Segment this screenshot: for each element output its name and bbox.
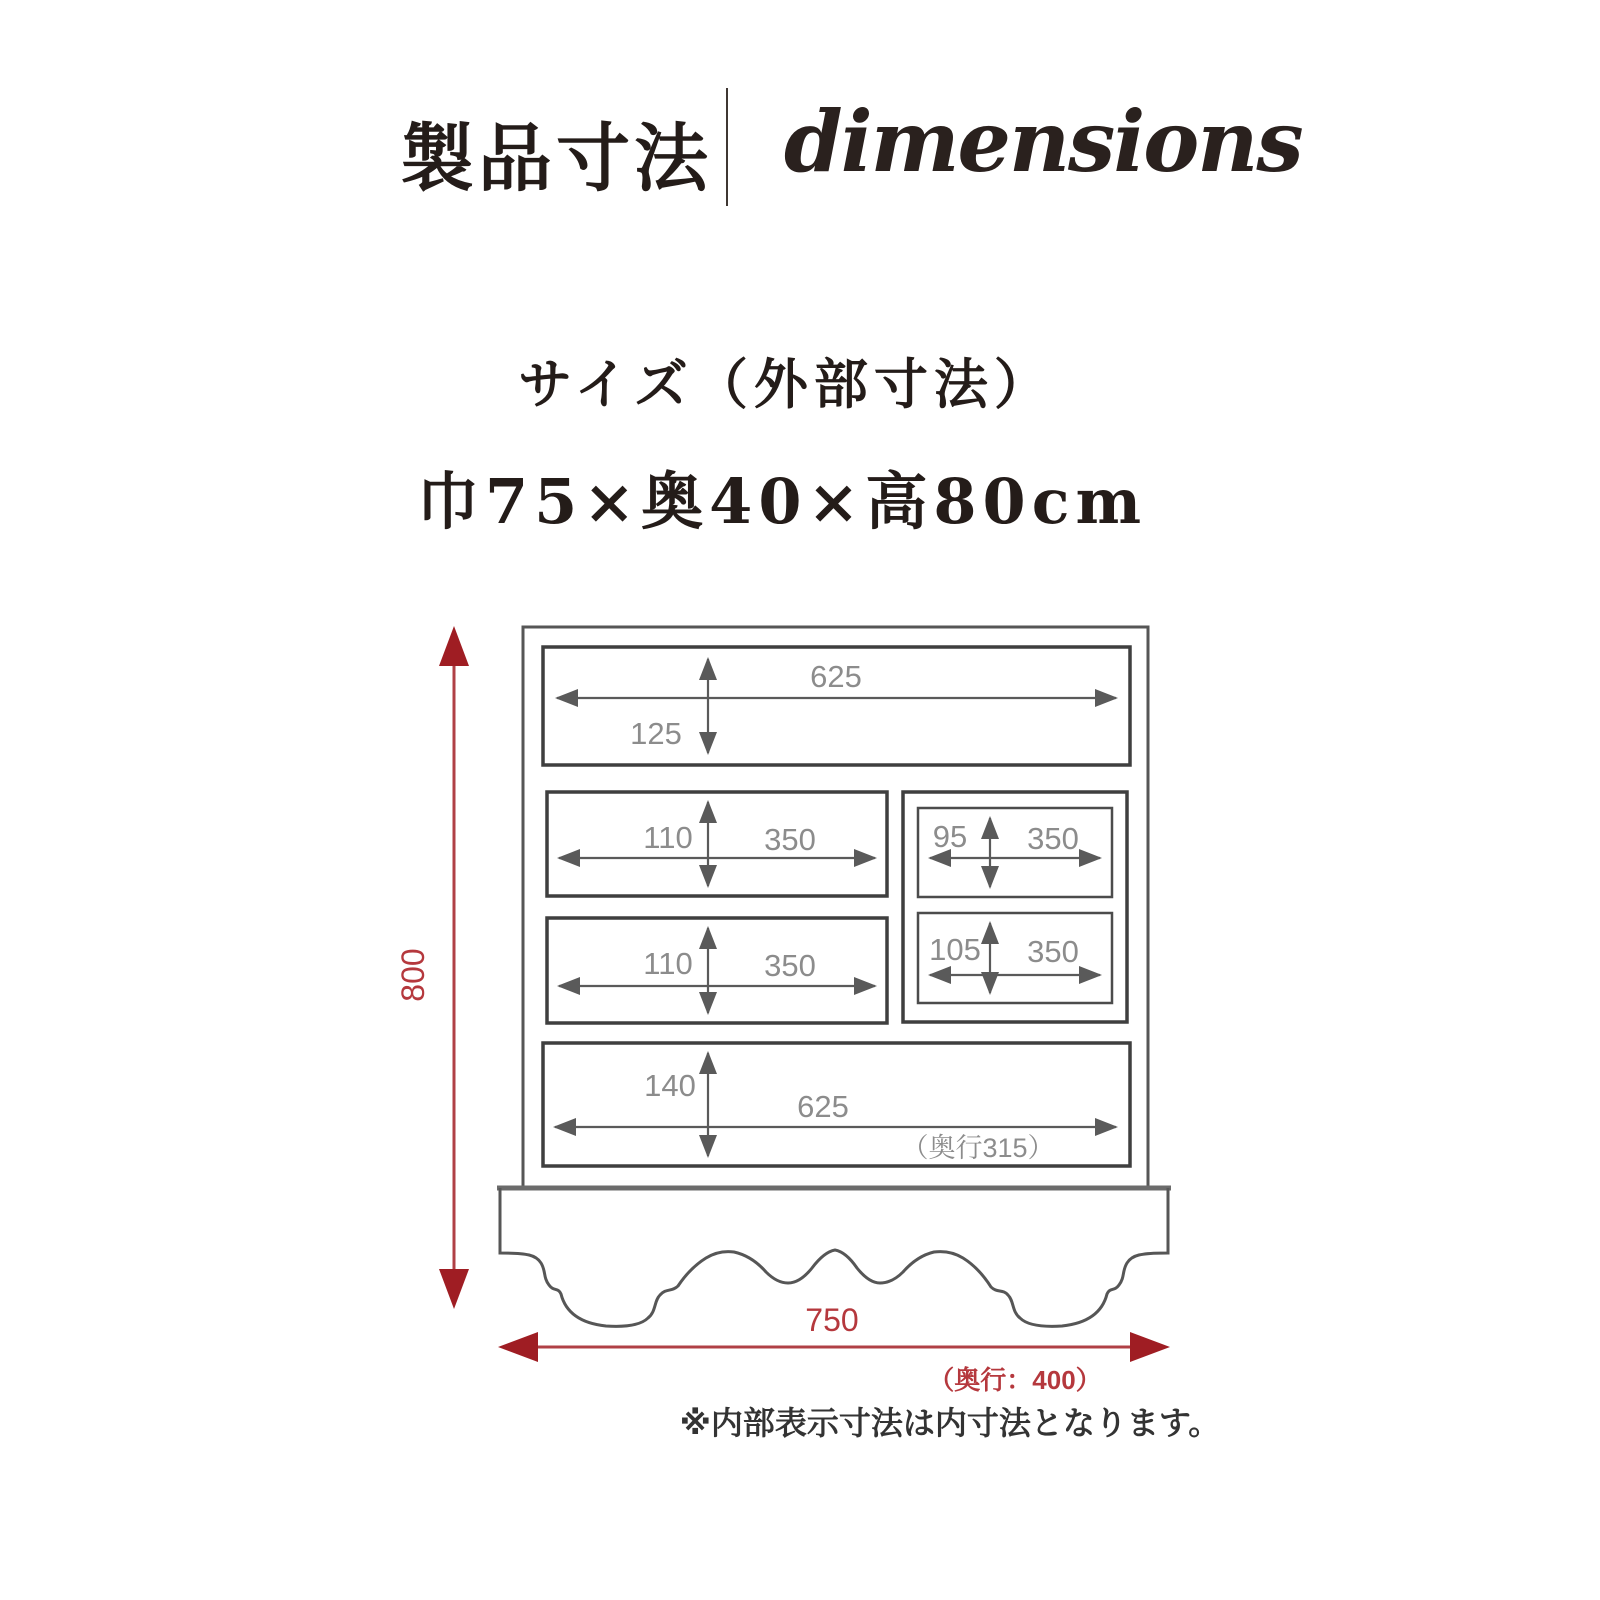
- dim-label-bottom-height: 140: [644, 1068, 696, 1103]
- dim-label-bottom-width: 625: [797, 1089, 849, 1124]
- dim-label-bottom-depth: （奥行315）: [901, 1133, 1055, 1163]
- dim-arrow-mid2-height: [699, 926, 717, 1015]
- page-title-english: dimensions: [784, 92, 1302, 191]
- dim-arrow-small1-height: [981, 816, 999, 889]
- dim-arrow-top-height: [699, 657, 717, 755]
- dim-label-mid1-height: 110: [643, 820, 693, 855]
- overall-height-label: 800: [395, 948, 431, 1002]
- dim-arrow-small2-height: [981, 921, 999, 995]
- dim-arrow-mid2-width: [557, 977, 877, 995]
- overall-width-label: 750: [805, 1302, 859, 1338]
- dim-label-mid1-width: 350: [764, 822, 816, 857]
- drawer-middle-left-1: [547, 792, 887, 896]
- overall-size-text: 巾75×奥40×高80cm: [416, 465, 1148, 538]
- dim-arrow-mid1-height: [699, 800, 717, 888]
- dim-label-top-width: 625: [810, 659, 862, 694]
- inner-dimension-note: ※内部表示寸法は内寸法となります。: [679, 1405, 1221, 1441]
- dim-label-mid2-width: 350: [764, 948, 816, 983]
- page-title-japanese: 製品寸法: [400, 116, 712, 202]
- dim-label-small2-height: 105: [929, 932, 981, 967]
- dim-label-top-height: 125: [630, 716, 682, 751]
- overall-depth-label: （奥行：400）: [928, 1365, 1102, 1395]
- dim-arrow-mid1-width: [557, 849, 877, 867]
- overall-height-arrow: [439, 626, 469, 1309]
- size-subtitle: サイズ（外部寸法）: [518, 352, 1054, 416]
- dim-label-small1-height: 95: [932, 819, 968, 854]
- dim-arrow-bottom-height: [699, 1051, 717, 1158]
- drawer-middle-left-2: [547, 918, 887, 1023]
- dim-label-small2-width: 350: [1027, 934, 1079, 969]
- dim-label-mid2-height: 110: [643, 946, 693, 981]
- dim-label-small1-width: 350: [1027, 821, 1079, 856]
